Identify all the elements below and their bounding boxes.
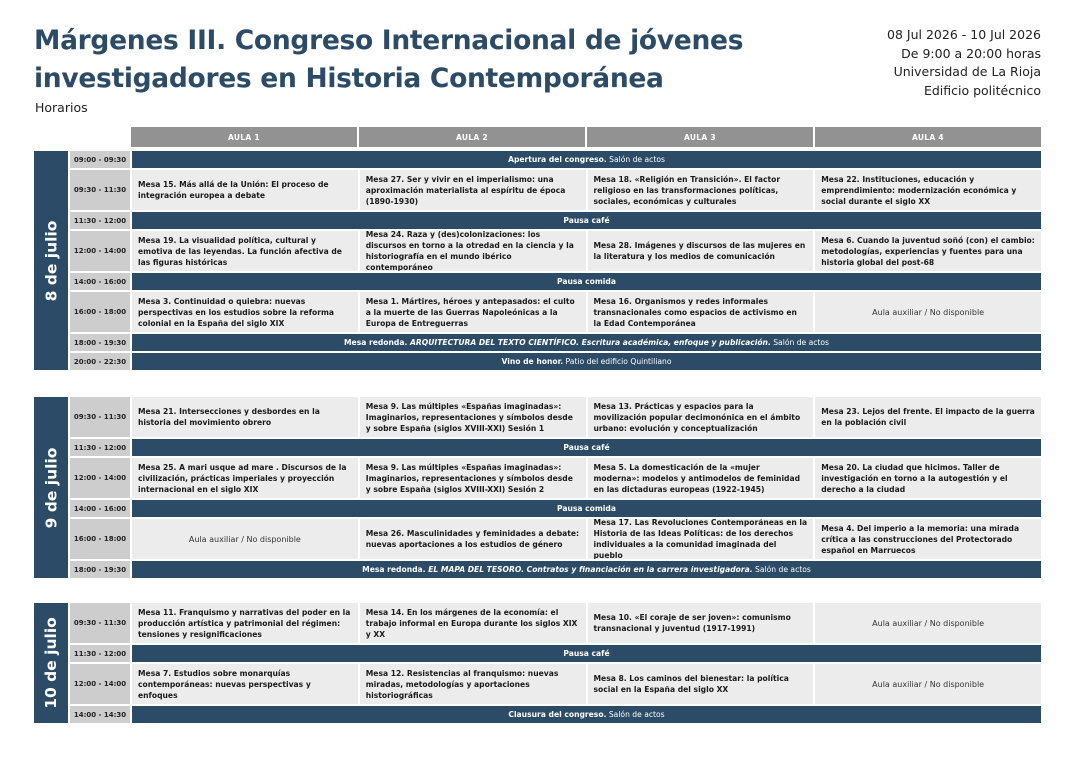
session-cell (132, 231, 358, 271)
plenary-event (132, 334, 1041, 351)
table-row (70, 458, 1041, 498)
session-cell (815, 458, 1041, 498)
session-cell (588, 397, 814, 437)
session-title: Mesa 20. La ciudad que hicimos. Taller de investigación en torno a la autogestión y el derecho a la ciudad (821, 462, 1008, 494)
session-cell (132, 603, 358, 643)
session-title: Mesa 28. Imágenes y discursos de las mujeres en la literatura y los medios de comunicación (593, 241, 806, 261)
time-slot: 20:00 - 22:30 (70, 353, 130, 370)
session-title: Mesa 13. Prácticas y espacios para la movilización popular decimonónica en el ámbito urbano: evolución y conceptualización (593, 401, 801, 433)
session-title: Mesa 23. Lejos del frente. El impacto de la guerra en la población civil (821, 407, 1035, 427)
session-title: Mesa 19. La visualidad política, cultural y emotiva de las leyendas. La función afectiva de las figuras históricas (138, 235, 342, 267)
day-block (34, 397, 1041, 578)
event-location: Salón de actos (606, 710, 665, 719)
event-name: Mesa redonda. (362, 565, 426, 574)
time-slot: 09:00 - 09:30 (70, 151, 130, 168)
plenary-event (132, 561, 1041, 578)
event-dates: 08 Jul 2026 - 10 Jul 2026 (887, 27, 1041, 42)
time-slot: 09:30 - 11:30 (70, 170, 130, 210)
day-label-text: 9 de julio (42, 447, 60, 528)
event-topic: EL MAPA DEL TESORO. Contratos y financiación en la carrera investigadora. (425, 565, 753, 574)
table-row (70, 334, 1041, 351)
table-row (70, 561, 1041, 578)
plenary-event (132, 273, 1041, 290)
day-label-text: 10 de julio (42, 617, 60, 709)
day-rows (70, 603, 1041, 723)
session-title: Mesa 26. Masculinidades y feminidades a debate: nuevas aportaciones a los estudios de género (365, 529, 580, 549)
room-unavailable (815, 292, 1041, 332)
session-cell (815, 519, 1041, 559)
room-unavailable (132, 519, 358, 559)
day-rows (70, 151, 1041, 370)
session-cell (815, 397, 1041, 437)
event-name: Mesa redonda. (343, 338, 408, 347)
event-name: Pausa café (563, 649, 610, 658)
time-slot: 16:00 - 18:00 (70, 292, 130, 332)
plenary-event (132, 353, 1041, 370)
session-title: Mesa 9. Las múltiples «Españas imaginadas»: Imaginarios, representaciones y símbolos desde y sobre España (siglos XVIII-XXI) Sesión 1 (365, 401, 573, 433)
session-title: Aula auxiliar / No disponible (872, 679, 985, 689)
event-name: Apertura del congreso. (508, 155, 607, 164)
session-title: Mesa 22. Instituciones, educación y emprendimiento: modernización económica y social durante el siglo XX (821, 174, 1017, 206)
day-block (34, 151, 1041, 370)
room-header: AULA 3 (587, 127, 813, 147)
table-row (70, 500, 1041, 517)
session-title: Mesa 15. Más allá de la Unión: El proceso de integración europea a debate (138, 180, 329, 200)
page-title: Márgenes III. Congreso Internacional de jóvenes investigadores en Historia Contemporánea (34, 25, 744, 94)
room-header: AULA 1 (131, 127, 357, 147)
session-cell (815, 170, 1041, 210)
page-subtitle: Horarios (35, 100, 88, 115)
event-building: Edificio politécnico (923, 82, 1041, 98)
session-title: Mesa 16. Organismos y redes informales transnacionales como espacios de activismo en la Edad Contemporánea (593, 296, 797, 328)
table-row (70, 273, 1041, 290)
time-slot: 12:00 - 14:00 (70, 458, 130, 498)
event-name: Pausa comida (557, 277, 616, 286)
session-title: Mesa 12. Resistencias al franquismo: nuevas miradas, metodologías y aportaciones historiográficas (365, 668, 559, 700)
session-cell (132, 458, 358, 498)
event-location: Patio del edificio Quintiliano (563, 357, 672, 366)
room-header: AULA 2 (359, 127, 585, 147)
day-label (34, 603, 68, 723)
session-title: Aula auxiliar / No disponible (872, 307, 985, 317)
day-rows (70, 397, 1041, 578)
session-title: Mesa 6. Cuando la juventud soñó (con) el cambio: metodologías, experiencias y fuentes para una historia global del post-68 (821, 235, 1035, 267)
session-title: Mesa 1. Mártires, héroes y antepasados: el culto a la muerte de las Guerras Napoleónicas a la Europa de Entreguerras (365, 296, 575, 328)
session-cell (360, 397, 586, 437)
session-title: Mesa 4. Del imperio a la memoria: una mirada crítica a las construcciones del Protectorado español en Marruecos (821, 523, 1020, 555)
event-venue: Universidad de La Rioja (893, 64, 1041, 79)
session-cell (360, 231, 586, 271)
session-cell (132, 292, 358, 332)
plenary-event (132, 500, 1041, 517)
time-slot: 09:30 - 11:30 (70, 397, 130, 437)
table-row (70, 151, 1041, 168)
session-cell (588, 664, 814, 704)
session-title: Mesa 10. «El coraje de ser joven»: comunismo transnacional y juventud (1917-1991) (593, 613, 791, 633)
session-title: Mesa 8. Los caminos del bienestar: la política social en la España del siglo XX (593, 674, 789, 694)
session-title: Mesa 24. Raza y (des)colonizaciones: los discursos en torno a la otredad en la ciencia y la historiografía en el mundo ibérico contemporáneo (365, 231, 574, 271)
time-slot: 14:00 - 16:00 (70, 273, 130, 290)
session-title: Mesa 25. A mari usque ad mare . Discursos de la civilización, prácticas imperiales y proyección internacional en el siglo XIX (138, 462, 347, 494)
event-hours: De 9:00 a 20:00 horas (901, 45, 1041, 61)
event-name: Pausa café (563, 216, 610, 225)
session-cell (588, 519, 814, 559)
time-slot: 16:00 - 18:00 (70, 519, 130, 559)
session-title: Aula auxiliar / No disponible (188, 534, 301, 544)
room-header-row (131, 127, 1041, 147)
event-info (887, 26, 1041, 100)
table-row (70, 212, 1041, 229)
session-cell (360, 458, 586, 498)
session-title: Mesa 17. Las Revoluciones Contemporáneas en la Historia de las Ideas Políticas: de los derechos individuales a la comunidad imaginada del pueblo (593, 519, 808, 559)
table-row (70, 292, 1041, 332)
session-title: Mesa 3. Continuidad o quiebra: nuevas perspectivas en los estudios sobre la reforma colonial en la España del siglo XIX (138, 296, 334, 328)
table-row (70, 231, 1041, 271)
session-title: Mesa 11. Franquismo y narrativas del poder en la producción artística y patrimonial del régimen: tensiones y resignificaciones (138, 607, 351, 639)
event-name: Pausa café (563, 443, 610, 452)
session-cell (360, 292, 586, 332)
time-slot: 12:00 - 14:00 (70, 664, 130, 704)
time-slot: 14:00 - 14:30 (70, 706, 130, 723)
time-slot: 18:00 - 19:30 (70, 334, 130, 351)
session-cell (815, 231, 1041, 271)
day-block (34, 603, 1041, 723)
session-cell (588, 170, 814, 210)
session-cell (132, 397, 358, 437)
table-row (70, 353, 1041, 370)
session-title: Mesa 14. En los márgenes de la economía: el trabajo informal en Europa durante los siglos XIX y XX (365, 607, 578, 639)
event-name: Clausura del congreso. (508, 710, 607, 719)
room-header: AULA 4 (815, 127, 1041, 147)
table-row (70, 519, 1041, 559)
room-unavailable (815, 664, 1041, 704)
session-cell (132, 170, 358, 210)
session-cell (588, 231, 814, 271)
event-location: Salón de actos (770, 338, 830, 347)
time-slot: 18:00 - 19:30 (70, 561, 130, 578)
table-row (70, 645, 1041, 662)
session-cell (588, 292, 814, 332)
room-unavailable (815, 603, 1041, 643)
time-slot: 09:30 - 11:30 (70, 603, 130, 643)
session-title: Mesa 7. Estudios sobre monarquías contemporáneas: nuevas perspectivas y enfoques (138, 668, 311, 700)
plenary-event (132, 706, 1041, 723)
session-cell (360, 170, 586, 210)
event-location: Salón de actos (606, 155, 665, 164)
plenary-event (132, 212, 1041, 229)
event-location: Salón de actos (752, 565, 811, 574)
session-title: Mesa 27. Ser y vivir en el imperialismo: una aproximación materialista al espíritu de época (1890-1930) (365, 174, 566, 206)
session-cell (132, 664, 358, 704)
day-label-text: 8 de julio (42, 220, 60, 301)
plenary-event (132, 645, 1041, 662)
event-name: Pausa comida (557, 504, 616, 513)
table-row (70, 439, 1041, 456)
session-title: Mesa 5. La domesticación de la «mujer moderna»: modelos y antimodelos de feminidad en las dictaduras europeas (1922-1945) (593, 462, 801, 494)
session-title: Aula auxiliar / No disponible (872, 618, 985, 628)
event-name: Vino de honor. (501, 357, 564, 366)
table-row (70, 170, 1041, 210)
session-title: Mesa 9. Las múltiples «Españas imaginadas»: Imaginarios, representaciones y símbolos desde y sobre España (siglos XVIII-XXI) Sesión 2 (365, 462, 573, 494)
table-row (70, 603, 1041, 643)
time-slot: 11:30 - 12:00 (70, 212, 130, 229)
day-label (34, 397, 68, 578)
time-slot: 11:30 - 12:00 (70, 439, 130, 456)
day-label (34, 151, 68, 370)
session-cell (360, 664, 586, 704)
session-title: Mesa 21. Intersecciones y desbordes en la historia del movimiento obrero (138, 407, 320, 427)
table-row (70, 706, 1041, 723)
session-title: Mesa 18. «Religión en Transición». El factor religioso en las transformaciones políticas, sociales, económicas y culturales (593, 174, 781, 206)
plenary-event (132, 439, 1041, 456)
table-row (70, 397, 1041, 437)
plenary-event (132, 151, 1041, 168)
session-cell (360, 519, 586, 559)
session-cell (588, 458, 814, 498)
event-topic: ARQUITECTURA DEL TEXTO CIENTÍFICO. Escritura académica, enfoque y publicación. (407, 338, 771, 347)
session-cell (588, 603, 814, 643)
table-row (70, 664, 1041, 704)
time-slot: 11:30 - 12:00 (70, 645, 130, 662)
time-slot: 12:00 - 14:00 (70, 231, 130, 271)
time-slot: 14:00 - 16:00 (70, 500, 130, 517)
session-cell (360, 603, 586, 643)
